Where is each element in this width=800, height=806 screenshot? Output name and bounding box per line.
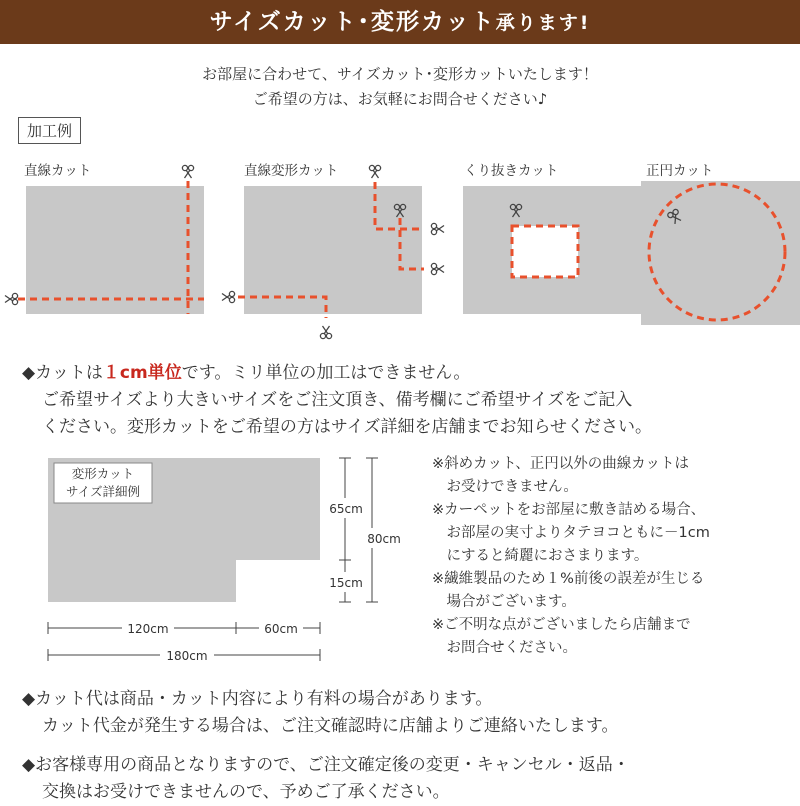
dim-180: 180cm bbox=[166, 649, 208, 663]
banner-suffix: 承ります! bbox=[495, 12, 591, 34]
fee-line-2: カット代金が発生する場合は、ご注文確認時に店舗よりご連絡いたします。 bbox=[42, 716, 619, 736]
note-line: ※斜めカット、正円以外の曲線カットは bbox=[432, 456, 690, 472]
cut-unit-post: です。ミリ単位の加工はできません。 bbox=[181, 363, 471, 383]
banner-title: サイズカット･変形カット bbox=[209, 9, 496, 35]
intro-line-1: お部屋に合わせて、サイズカット･変形カットいたします！ bbox=[202, 65, 598, 83]
cut-unit-pre: ◆カットは bbox=[22, 363, 103, 383]
dim-60: 60cm bbox=[264, 622, 298, 636]
dim-65: 65cm bbox=[329, 502, 363, 516]
note-line: お部屋の実寸よりタテヨコともに－1cm bbox=[432, 525, 710, 541]
fee-note bbox=[22, 686, 618, 740]
cut-unit-line-3: ください。変形カットをご希望の方はサイズ詳細を店舗までお知らせください。 bbox=[42, 417, 652, 437]
sample-label-1: 変形カット bbox=[71, 466, 135, 481]
cut-unit-line-2: ご希望サイズより大きいサイズをご注文頂き、備考欄にご希望サイズをご記入 bbox=[42, 390, 633, 410]
policy-note bbox=[22, 752, 630, 806]
example-title-straight-shaped: 直線変形カット bbox=[244, 163, 339, 179]
examples-label: 加工例 bbox=[18, 117, 81, 144]
example-title-cutout: くり抜きカット bbox=[464, 163, 559, 179]
notes-list bbox=[432, 453, 710, 660]
policy-line-2: 交換はお受けできませんので、予めご了承ください。 bbox=[42, 782, 450, 802]
note-line: ※繊維製品のため１%前後の誤差が生じる bbox=[432, 571, 705, 587]
intro-line-2: ご希望の方は、お気軽にお問合せください♪ bbox=[252, 90, 548, 108]
fee-line-1: ◆カット代は商品・カット内容により有料の場合があります。 bbox=[22, 689, 493, 709]
example-title-straight: 直線カット bbox=[24, 163, 92, 179]
dim-80: 80cm bbox=[367, 532, 401, 546]
note-line: お受けできません。 bbox=[432, 479, 578, 495]
note-line: ※ご不明な点がございましたら店舗まで bbox=[432, 617, 691, 633]
example-title-circle: 正円カット bbox=[646, 163, 714, 179]
sample-label-2: サイズ詳細例 bbox=[65, 484, 141, 499]
cut-unit-highlight: １cm単位 bbox=[102, 363, 182, 383]
note-line: にすると綺麗におさまります。 bbox=[432, 548, 649, 564]
policy-line-1: ◆お客様専用の商品となりますので、ご注文確定後の変更・キャンセル・返品・ bbox=[22, 755, 630, 775]
dim-15: 15cm bbox=[329, 576, 363, 590]
note-line: ※カーペットをお部屋に敷き詰める場合、 bbox=[432, 502, 706, 518]
dim-120: 120cm bbox=[127, 622, 169, 636]
note-line: 場合がございます。 bbox=[432, 594, 576, 610]
note-line: お問合せください。 bbox=[432, 640, 577, 656]
